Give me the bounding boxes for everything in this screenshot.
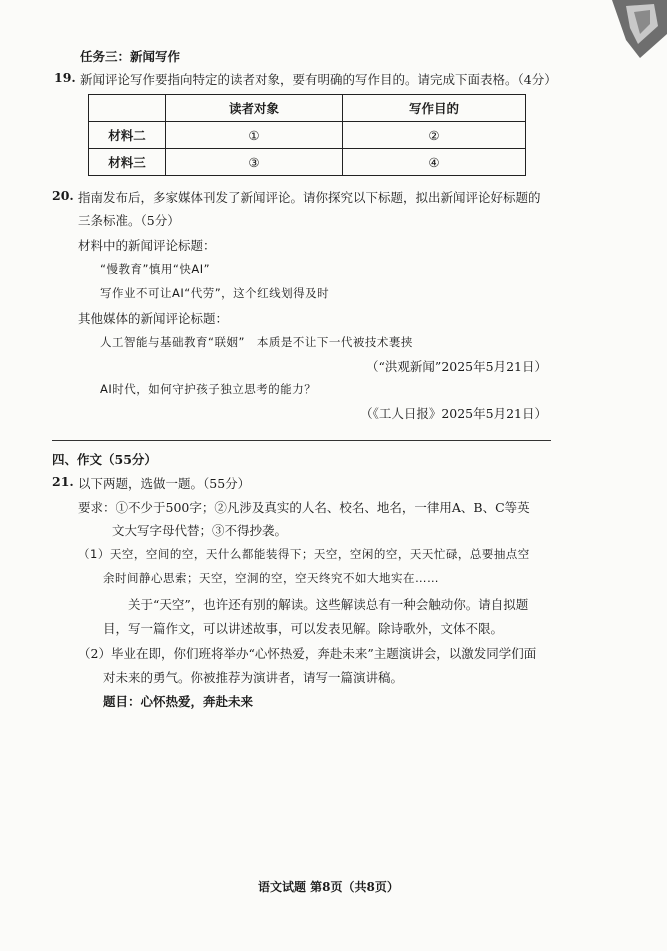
- option2-text: 对未来的勇气。你被推荐为演讲者，请写一篇演讲稿。: [103, 670, 404, 685]
- q21-number: 21.: [52, 474, 74, 489]
- section-divider: [52, 440, 551, 441]
- option1-text: 目，写一篇作文，可以讲述故事，可以发表见解。除诗歌外，文体不限。: [103, 621, 504, 636]
- option2-title: 题目：心怀热爱，奔赴未来: [103, 694, 254, 709]
- section4-heading: 四、作文（55分）: [52, 452, 157, 467]
- other-title: AI时代，如何守护孩子独立思考的能力？: [100, 382, 317, 396]
- material-label: 材料中的新闻评论标题：: [78, 238, 216, 253]
- other-label: 其他媒体的新闻评论标题：: [78, 311, 229, 326]
- table-cell: ①: [166, 122, 343, 149]
- other-title: 人工智能与基础教育“联姻” 本质是不让下一代被技术裹挟: [100, 335, 413, 349]
- q19-table: [88, 94, 526, 176]
- page-footer: 语文试题 第8页（共8页）: [258, 880, 399, 894]
- material-title: “慢教育”慎用“快AI”: [100, 262, 211, 276]
- task3-heading: 任务三：新闻写作: [80, 49, 181, 64]
- table-cell: 材料二: [89, 122, 166, 149]
- q21-requirement: 要求：①不少于500字；②凡涉及真实的人名、校名、地名，一律用A、B、C等英: [78, 500, 530, 515]
- option1-text: 余时间静心思索；天空，空洞的空，空天终究不如大地实在……: [103, 571, 439, 585]
- table-header-cell: 写作目的: [343, 95, 526, 122]
- option2-text: （2）毕业在即，你们班将举办“心怀热爱，奔赴未来”主题演讲会，以激发同学们面: [78, 646, 537, 661]
- table-header-row: [89, 95, 526, 122]
- option1-text: （1）天空，空间的空，天什么都能装得下；天空，空闲的空，天天忙碌，总要抽点空: [78, 547, 530, 561]
- table-row: [89, 122, 526, 149]
- table-cell: 材料三: [89, 149, 166, 176]
- scan-corner-mark: [604, 0, 667, 62]
- q20-line1: 指南发布后，多家媒体刊发了新闻评论。请你探究以下标题，拟出新闻评论好标题的: [78, 190, 541, 205]
- table-row: [89, 149, 526, 176]
- source-citation: （“洪观新闻”2025年5月21日）: [366, 359, 547, 374]
- q19-number: 19.: [54, 70, 76, 85]
- table-cell: ④: [343, 149, 526, 176]
- material-title: 写作业不可让AI“代劳”，这个红线划得及时: [100, 286, 330, 300]
- q20-number: 20.: [52, 188, 74, 203]
- q21-text: 以下两题，选做一题。（55分）: [78, 476, 251, 491]
- option1-text: 关于“天空”，也许还有别的解读。这些解读总有一种会触动你。请自拟题: [128, 597, 529, 612]
- table-header-cell: 读者对象: [166, 95, 343, 122]
- q19-text: 新闻评论写作要指向特定的读者对象，要有明确的写作目的。请完成下面表格。（4分）: [80, 72, 557, 87]
- table-cell: ③: [166, 149, 343, 176]
- q20-line2: 三条标准。（5分）: [78, 213, 180, 228]
- table-header-cell: [89, 95, 166, 122]
- q21-requirement: 文大写字母代替；③不得抄袭。: [112, 523, 288, 538]
- source-citation: （《工人日报》2025年5月21日）: [360, 406, 547, 421]
- table-cell: ②: [343, 122, 526, 149]
